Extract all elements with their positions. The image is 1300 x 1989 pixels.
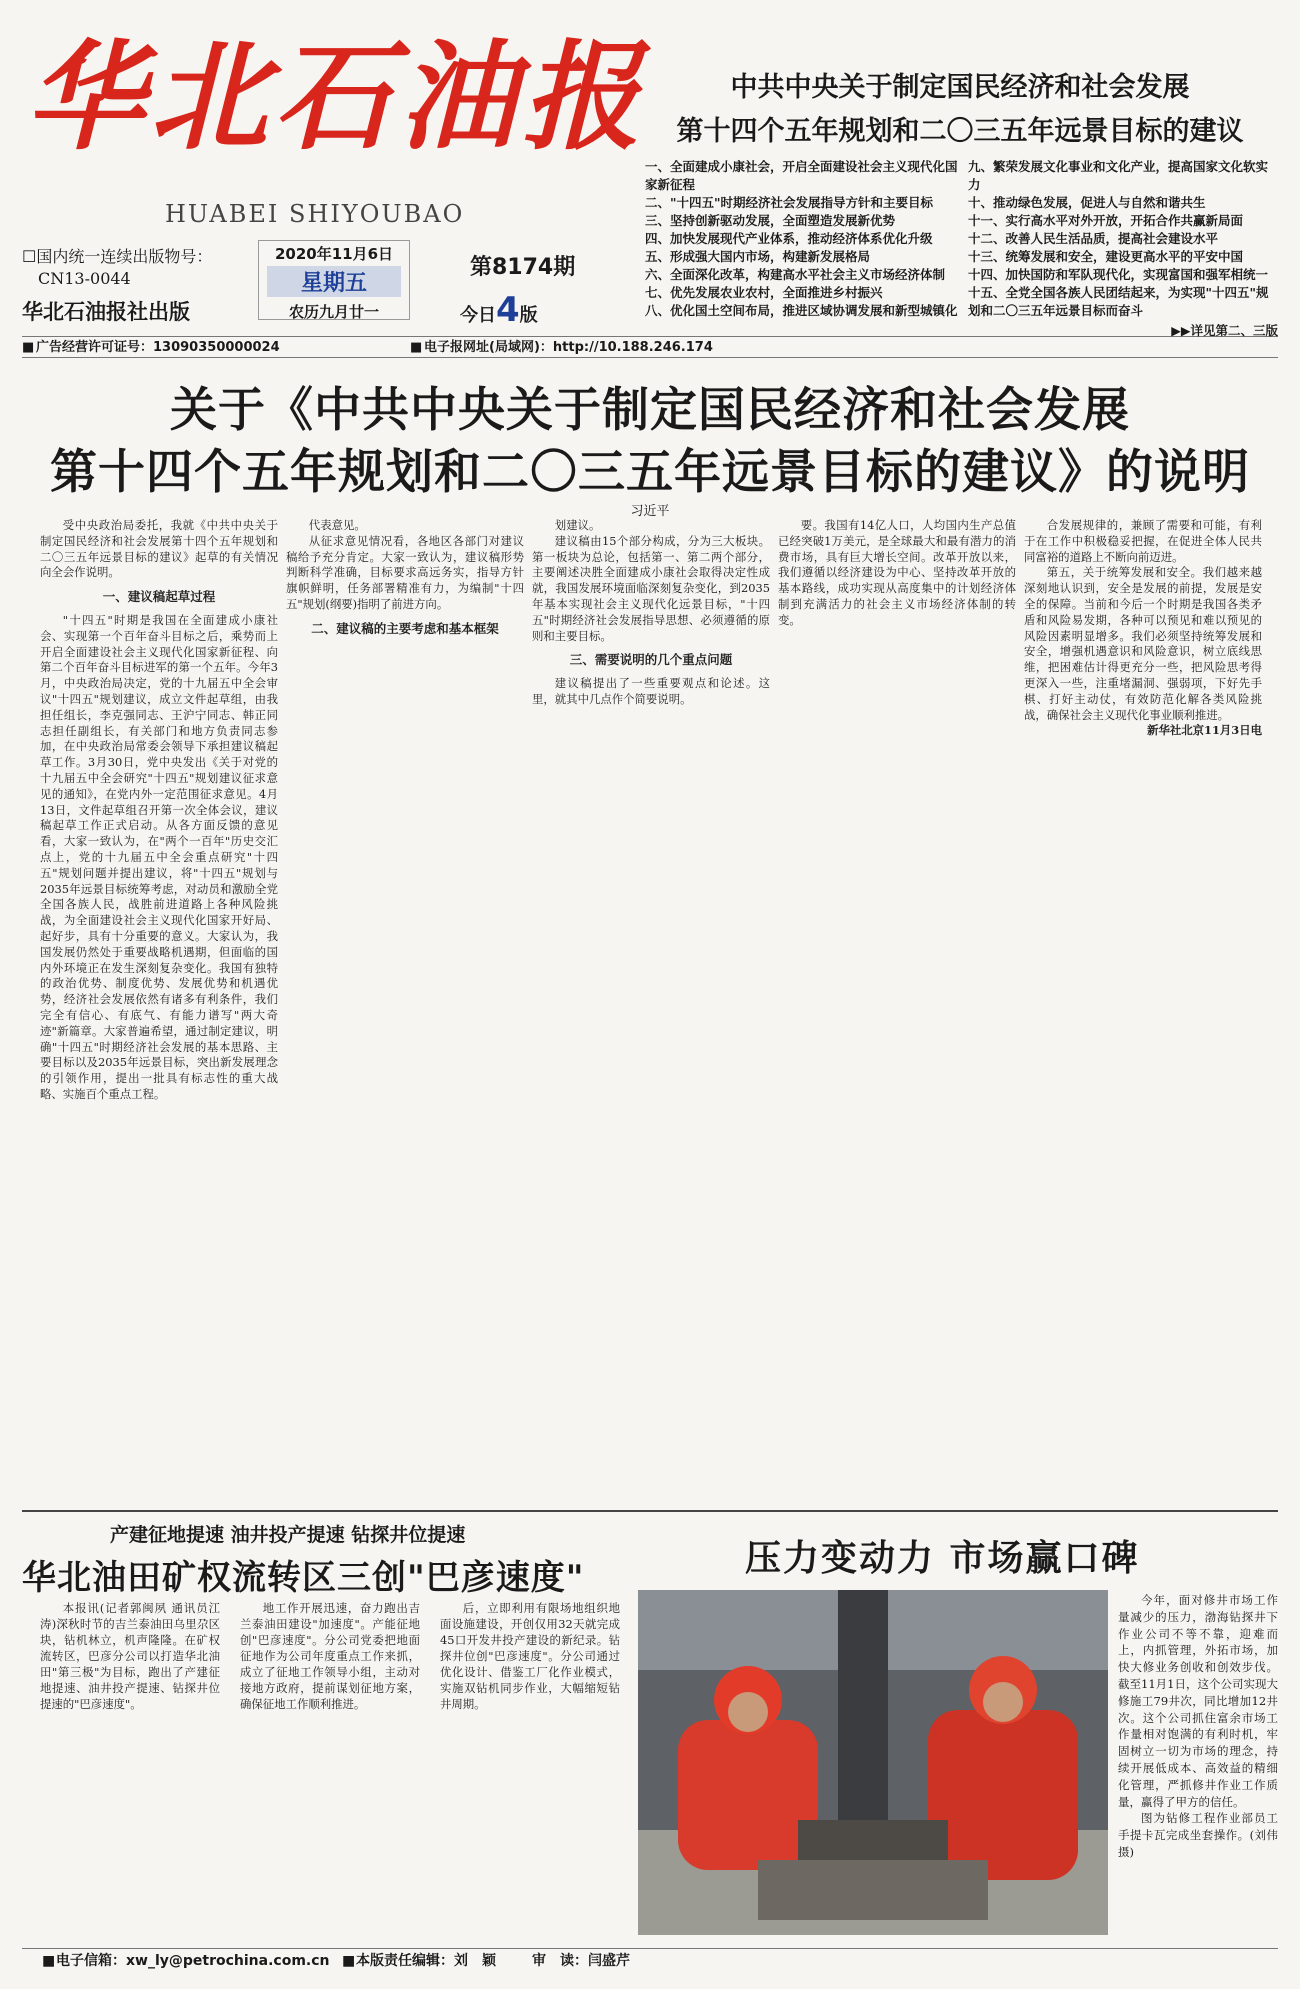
editor-icon: ■: [342, 1953, 356, 1969]
toc-item: 九、繁荣发展文化事业和文化产业，提高国家文化软实力: [968, 159, 1269, 192]
photo-credit: 图为钻修工程作业部员工手提卡瓦完成坐套操作。(刘伟 摄): [1118, 1811, 1278, 1859]
article-paragraph: 从征求意见情况看，各地区各部门对建议稿给予充分肯定。大家一致认为，建议稿形势判断科学准确，目标要求高远务实，指导方针旗帜鲜明，任务部署精准有力，为编制"十四五"规划(纲要)指明了前进方向。: [286, 533, 524, 611]
see-pages-text: 详见第二、三版: [1190, 323, 1278, 338]
main-headline: [40, 380, 1260, 504]
see-pages: [968, 322, 1278, 340]
footer-editor: 本版责任编辑：刘 颖: [356, 1953, 496, 1969]
proposal-title: [640, 66, 1280, 154]
section-divider: [22, 1510, 1278, 1512]
issue-date: 2020年11月6日: [274, 245, 394, 263]
ad-license: 广告经营许可证号：13090350000024: [36, 340, 280, 355]
story-paragraph: 地工作开展迅速，奋力跑出吉兰泰油田建设"加速度"。产能征地创"巴彦速度"。分公司党委把地面征地作为公司年度重点工作来抓，成立了征地工作领导小组，主动对接地方政府，提前谋划征地方案，确保征地工作顺利推进。: [240, 1601, 420, 1711]
date-box: [258, 240, 410, 320]
toc-item: 四、加快发展现代产业体系，推动经济体系优化升级: [645, 231, 933, 246]
toc-right: [968, 158, 1278, 340]
article-column-1: [40, 518, 278, 1478]
story-column-2: [240, 1600, 420, 1935]
section-heading: 一、建议稿起草过程: [102, 589, 216, 605]
byline: 习近平: [630, 504, 670, 519]
website: 电子报网址(局域网)：http://10.188.246.174: [424, 340, 713, 355]
footer-email: 电子信箱：xw_ly@petrochina.com.cn: [56, 1953, 330, 1969]
issn-block: [22, 246, 242, 290]
main-headline-line2: 第十四个五年规划和二〇三五年远景目标的建议》的说明: [50, 445, 1250, 500]
toc-item: 五、形成强大国内市场，构建新发展格局: [645, 249, 871, 264]
toc-item: 十三、统筹发展和安全，建设更高水平的平安中国: [968, 249, 1244, 264]
toc-item: 八、优化国土空间布局，推进区域协调发展和新型城镇化: [645, 303, 958, 318]
arrow-icon: ▶▶: [1171, 323, 1191, 338]
issn-value: CN13-0044: [38, 269, 131, 288]
article-column-3: [532, 518, 770, 1478]
photo-caption: [1118, 1592, 1278, 1861]
lunar-date: 农历九月廿一: [288, 303, 379, 321]
email-icon: ■: [42, 1953, 56, 1969]
workers-photo-image: [638, 1590, 1108, 1935]
article-column-5: [1024, 518, 1262, 1478]
page-count-number: 4: [496, 290, 520, 330]
toc-item: 十二、改善人民生活品质，提高社会建设水平: [968, 231, 1219, 246]
toc-item: 十四、加快国防和军队现代化，实现富国和强军相统一: [968, 267, 1269, 282]
story-column-3: [440, 1600, 620, 1935]
footer-review: 审 读：闫盛芹: [532, 1953, 630, 1969]
photo-story-headline: 压力变动力 市场赢口碑: [745, 1538, 1140, 1579]
article-column-2: [286, 518, 524, 1478]
issn-label: 国内统一连续出版物号：: [36, 247, 213, 266]
page-footer: [22, 1948, 1278, 1972]
masthead-pinyin: HUABEI SHIYOUBAO: [165, 200, 465, 228]
workers-photo: [638, 1590, 1108, 1935]
toc-item: 三、坚持创新驱动发展，全面塑造发展新优势: [645, 213, 896, 228]
article-paragraph: 代表意见。: [308, 518, 366, 532]
toc-item: 十一、实行高水平对外开放，开拓合作共赢新局面: [968, 213, 1244, 228]
story-headline: 华北油田矿权流转区三创"巴彦速度": [22, 1558, 585, 1598]
article-column-4: [778, 518, 1016, 1478]
signoff: 新华社北京11月3日电: [1147, 723, 1262, 738]
toc-item: 六、全面深化改革，构建高水平社会主义市场经济体制: [645, 267, 946, 282]
issue-number: 第8174期: [470, 255, 576, 280]
article-paragraph: 合发展规律的，兼顾了需要和可能，有利于在工作中积极稳妥把握，在促进全体人民共同富裕的道路上不断向前迈进。: [1024, 518, 1262, 564]
caption-paragraph: 今年，面对修井市场工作量减少的压力，渤海钻探井下作业公司不等不靠，迎难而上，内抓管理，外拓市场，加快大修业务创收和创效步伐。截至11月1日，这个公司实现大修施工79井次，同比增加12井次。这个公司抓住富余市场工作量相对饱满的有利时机，牢固树立一切为市场的理念，持续开展低成本、高效益的精细化管理，严抓修井作业工作质量，赢得了甲方的信任。: [1118, 1593, 1278, 1809]
main-headline-line1: 关于《中共中央关于制定国民经济和社会发展: [170, 383, 1130, 438]
ad-license-icon: ■: [22, 340, 35, 355]
article-paragraph: 要。我国有14亿人口，人均国内生产总值已经突破1万美元，是全球最大和最有潜力的消费市场，具有巨大增长空间。改革开放以来，我们遵循以经济建设为中心、坚持改革开放的基本路线，成功实现从高度集中的计划经济体制到充满活力的社会主义市场经济体制的转变。: [778, 518, 1016, 627]
toc-left: [645, 158, 965, 320]
story-kicker: 产建征地提速 油井投产提速 钻探井位提速: [110, 1524, 466, 1546]
article-paragraph: 划建议。: [554, 518, 601, 532]
toc-item: 一、全面建成小康社会，开启全面建设社会主义现代化国家新征程: [645, 159, 958, 192]
checkbox-icon: ☐: [22, 247, 37, 266]
website-icon: ■: [410, 340, 423, 355]
publisher: 华北石油报社出版: [22, 300, 190, 324]
page-count-prefix: 今日: [460, 305, 496, 326]
section-heading: 二、建议稿的主要考虑和基本框架: [311, 620, 499, 636]
toc-item: 七、优先发展农业农村，全面推进乡村振兴: [645, 285, 883, 300]
story-column-1: [40, 1600, 220, 1935]
weekday: 星期五: [267, 266, 401, 297]
page-count: [460, 290, 538, 330]
story-paragraph: 后，立即利用有限场地组织地面设施建设，开创仅用32天就完成45口开发井投产建设的新纪录。钻探井位创"巴彦速度"。分公司通过优化设计、借鉴工厂化作业模式，实施双钻机同步作业，大幅缩短钻井周期。: [440, 1601, 620, 1711]
toc-item: 十五、全党全国各族人民团结起来，为实现"十四五"规划和二〇三五年远景目标而奋斗: [968, 285, 1269, 318]
page-count-suffix: 版: [519, 305, 538, 326]
proposal-title-line2: 第十四个五年规划和二〇三五年远景目标的建议: [676, 116, 1244, 147]
proposal-title-line1: 中共中央关于制定国民经济和社会发展: [730, 72, 1190, 103]
section-heading: 三、需要说明的几个重点问题: [569, 652, 733, 668]
toc-item: 二、"十四五"时期经济社会发展指导方针和主要目标: [645, 195, 934, 210]
toc-item: 十、推动绿色发展，促进人与自然和谐共生: [968, 195, 1206, 210]
newspaper-logo: 华北石油报: [26, 27, 647, 166]
story-paragraph: 本报讯(记者郭闽夙 通讯员江涛)深秋时节的吉兰泰油田乌里尕区块，钻机林立，机声隆隆。在矿权流转区，巴彦分公司以打造华北油田"第三极"为目标，跑出了产建征地提速、油井投产提速、钻探井位提速的"巴彦速度"。: [40, 1601, 220, 1711]
article-paragraph: 受中央政治局委托，我就《中共中央关于制定国民经济和社会发展第十四个五年规划和二〇三五年远景目标的建议》起草的有关情况向全会作说明。: [40, 518, 278, 580]
article-paragraph: 建议稿提出了一些重要观点和论述。这里，就其中几点作个简要说明。: [532, 676, 770, 706]
article-paragraph: 建议稿由15个部分构成，分为三大板块。第一板块为总论，包括第一、第二两个部分，主要阐述决胜全面建成小康社会取得决定性成就，我国发展环境面临深刻复杂变化，到2035年基本实现社会主义现代化远景目标，"十四五"时期经济社会发展指导思想、必须遵循的原则和主要目标。: [532, 533, 770, 643]
article-paragraph: "十四五"时期是我国在全面建成小康社会、实现第一个百年奋斗目标之后，乘势而上开启全面建设社会主义现代化国家新征程、向第二个百年奋斗目标进军的第一个五年。今年3月，中央政治局决定，党的十九届五中全会审议"十四五"规划建议，成立文件起草组，由我担任组长，李克强同志、王沪宁同志、韩正同志担任副组长，有关部门和地方负责同志参加，在中央政治局常委会领导下承担建议稿起草工作。3月30日，党中央发出《关于对党的十九届五中全会研究"十四五"规划建议征求意见的通知》，在党内外一定范围征求意见。4月13日，文件起草组召开第一次全体会议，建议稿起草工作正式启动。从各方面反馈的意见看，大家一致认为，在"两个一百年"历史交汇点上，党的十九届五中全会重点研究"十四五"规划问题并提出建议，将"十四五"规划与2035年远景目标统筹考虑，对动员和激励全党全国各族人民，战胜前进道路上各种风险挑战，为全面建设社会主义现代化国家开好局、起好步，具有十分重要的意义。大家认为，我国发展仍然处于重要战略机遇期，但面临的国内外环境正在发生深刻复杂变化。我国有独特的政治优势、制度优势、发展优势和机遇优势，经济社会发展依然有诸多有利条件，我们完全有信心、有底气、有能力谱写"两大奇迹"新篇章。大家普遍希望，通过制定建议，明确"十四五"时期经济社会发展的基本思路、主要目标以及2035年远景目标，突出新发展理念的引领作用，提出一批具有标志性的重大战略、实施百个重点工程。: [40, 612, 278, 1101]
article-paragraph: 第五，关于统筹发展和安全。我们越来越深刻地认识到，安全是发展的前提，发展是安全的保障。当前和今后一个时期是我国各类矛盾和风险易发期，各种可以预见和难以预见的风险因素明显增多。我们必须坚持统筹发展和安全，增强机遇意识和风险意识，树立底线思维，把困难估计得更充分一些，把风险思考得更深入一些，注重堵漏洞、强弱项，下好先手棋、打好主动仗，有效防范化解各类风险挑战，确保社会主义现代化事业顺利推进。: [1024, 565, 1262, 722]
